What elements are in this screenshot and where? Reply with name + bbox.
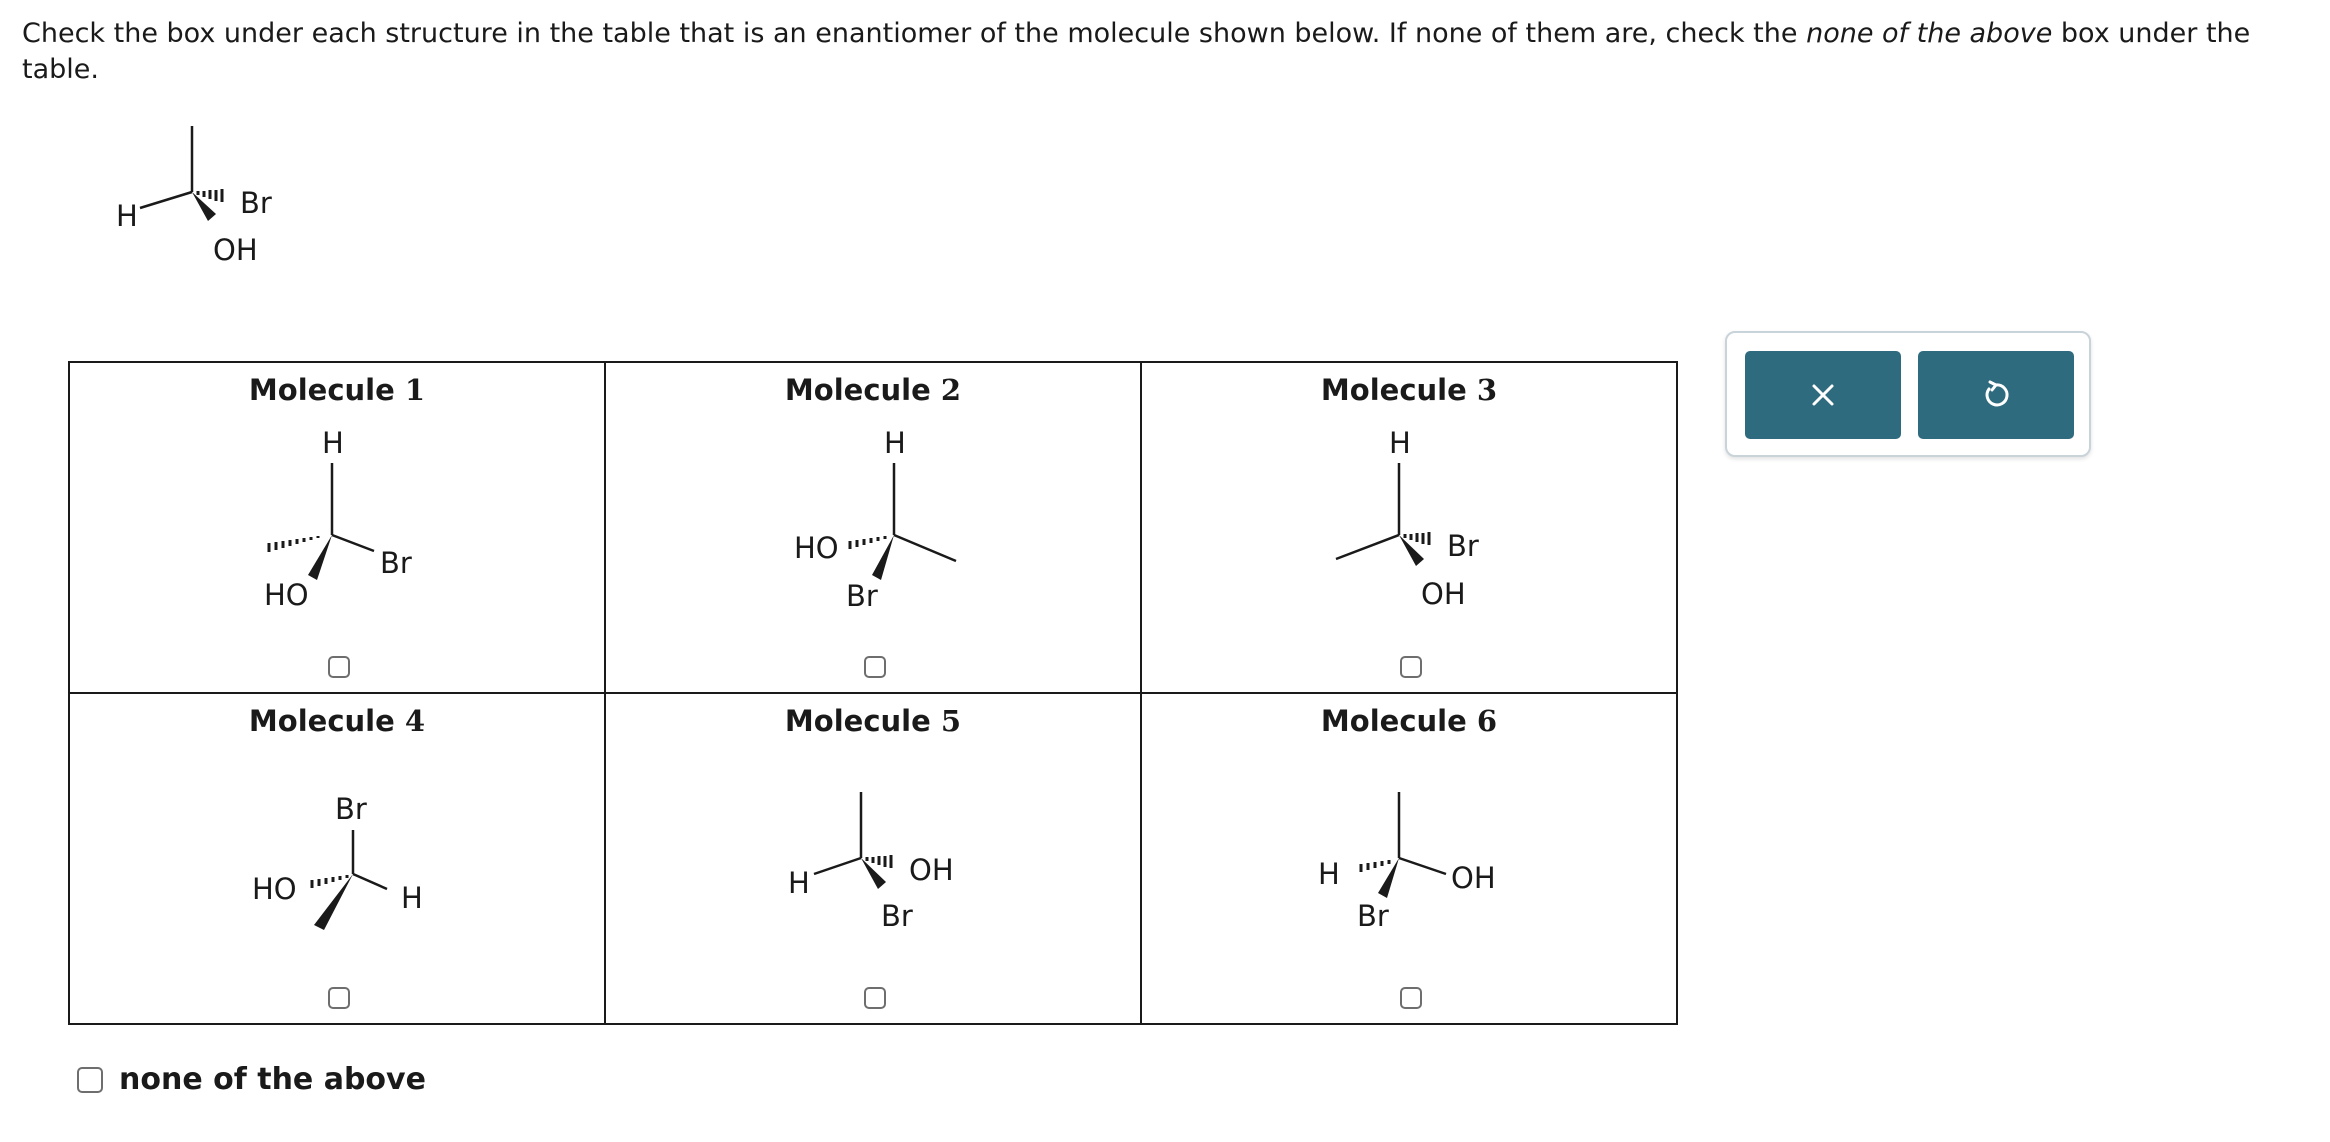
prompt-emphasis: none of the above [1806, 18, 2053, 49]
molecule-table [68, 361, 1678, 1025]
molecule-structure-5 [606, 694, 1140, 1023]
molecule-cell-1 [69, 362, 605, 693]
given-molecule [100, 110, 300, 284]
molecule-cell-6 [1141, 693, 1677, 1024]
molecule-5-checkbox[interactable] [864, 987, 886, 1009]
mol4-label-ho: HO [252, 872, 297, 906]
molecule-structure-2 [606, 363, 1140, 692]
mol1-label-h: H [322, 426, 344, 460]
answer-toolbar [1725, 331, 2091, 457]
molecule-cell-5 [605, 693, 1141, 1024]
mol6-label-br: Br [1357, 899, 1389, 933]
mol3-label-h: H [1389, 426, 1411, 460]
none-of-the-above-checkbox[interactable] [77, 1067, 103, 1093]
undo-button[interactable] [1918, 351, 2074, 439]
mol4-label-h: H [401, 881, 423, 915]
molecule-2-checkbox[interactable] [864, 656, 886, 678]
mol6-label-h: H [1318, 857, 1340, 891]
mol2-label-h: H [884, 426, 906, 460]
molecule-structure-1 [70, 363, 604, 692]
prompt-text-2: box under the table. [22, 18, 2251, 85]
prompt-text-1: Check the box under each structure in the table that is an enantiomer of the molecule shown below. If none of them are, check the [22, 18, 1807, 49]
molecule-structure-3 [1142, 363, 1676, 692]
mol5-label-oh: OH [909, 853, 954, 887]
given-label-oh: OH [213, 233, 258, 267]
molecule-title-5: Molecule 5 [784, 704, 962, 738]
mol2-label-ho: HO [794, 531, 839, 565]
mol1-label-br: Br [380, 546, 412, 580]
molecule-title-3: Molecule 3 [1320, 373, 1498, 407]
mol4-label-br: Br [335, 792, 367, 826]
mol5-label-br: Br [881, 899, 913, 933]
mol2-label-br: Br [846, 579, 878, 613]
mol3-label-oh: OH [1421, 577, 1466, 611]
given-label-br: Br [240, 186, 272, 220]
molecule-title-2: Molecule 2 [784, 373, 962, 407]
molecule-3-checkbox[interactable] [1400, 656, 1422, 678]
given-label-h: H [116, 199, 138, 233]
molecule-cell-3 [1141, 362, 1677, 693]
molecule-title-1: Molecule 1 [248, 373, 426, 407]
given-molecule-structure [100, 110, 300, 280]
molecule-1-checkbox[interactable] [328, 656, 350, 678]
clear-button[interactable] [1745, 351, 1901, 439]
undo-icon [1980, 379, 2012, 411]
molecule-structure-6 [1142, 694, 1676, 1023]
molecule-4-checkbox[interactable] [328, 987, 350, 1009]
molecule-cell-4 [69, 693, 605, 1024]
mol6-label-oh: OH [1451, 861, 1496, 895]
mol1-label-ho: HO [264, 578, 309, 612]
none-of-the-above-label: none of the above [119, 1062, 426, 1097]
question-prompt [22, 16, 2312, 88]
mol3-label-br: Br [1447, 529, 1479, 563]
x-icon [1808, 380, 1838, 410]
molecule-title-4: Molecule 4 [248, 704, 426, 738]
molecule-6-checkbox[interactable] [1400, 987, 1422, 1009]
mol5-label-h: H [788, 866, 810, 900]
none-of-the-above-option[interactable] [77, 1062, 426, 1097]
molecule-structure-4 [70, 694, 604, 1023]
molecule-title-6: Molecule 6 [1320, 704, 1498, 738]
molecule-cell-2 [605, 362, 1141, 693]
